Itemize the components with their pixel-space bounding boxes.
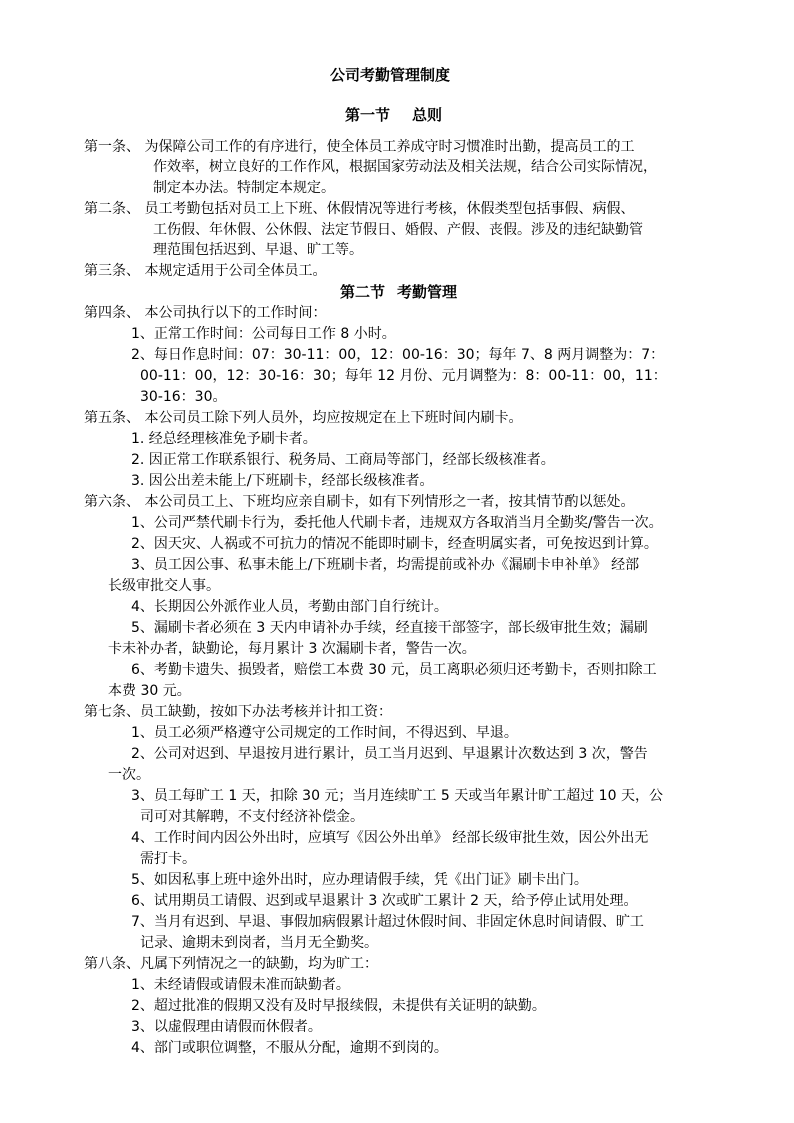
section-name: 总则 [412, 106, 443, 124]
article-6-item-5-cont: 卡未补办者，缺勤论，每月累计 3 次漏刷卡者，警告一次。 [108, 641, 476, 657]
article-5-line-1: 第五条、 本公司员工除下列人员外，均应按规定在上下班时间内刷卡。 [84, 410, 523, 426]
article-5-item-3: 3. 因公出差未能上/下班刷卡，经部长级核准者。 [131, 473, 434, 489]
article-2-line-2: 工伤假、年休假、公休假、法定节假日、婚假、产假、丧假。涉及的违纪缺勤管 [153, 222, 643, 238]
article-8-item-1: 1、未经请假或请假未准而缺勤者。 [131, 977, 350, 993]
section-number: 第二节 [340, 283, 386, 301]
article-4-item-2: 2、每日作息时间：07：30-11：00，12：00-16：30；每年 7、8 两月调整为：7： [131, 347, 665, 363]
article-7-item-4-cont: 需打卡。 [140, 851, 196, 867]
article-5-item-2: 2. 因正常工作联系银行、税务局、工商局等部门，经部长级核准者。 [131, 452, 555, 468]
article-4-item-1: 1、正常工作时间：公司每日工作 8 小时。 [131, 326, 396, 342]
article-8-item-3: 3、以虚假理由请假而休假者。 [131, 1019, 322, 1035]
article-1-line-1: 第一条、 为保障公司工作的有序进行，使全体员工养成守时习惯准时出勤，提高员工的工 [84, 139, 635, 155]
article-7-item-4: 4、工作时间内因公外出时，应填写《因公外出单》 经部长级审批生效，因公外出无 [131, 830, 649, 846]
article-2-line-1: 第二条、 员工考勤包括对员工上下班、休假情况等进行考核，休假类型包括事假、病假、 [84, 201, 635, 217]
article-6-item-3: 3、员工因公事、私事未能上/下班刷卡者，均需提前或补办《漏刷卡申补单》 经部 [131, 557, 640, 573]
article-1-line-3: 制定本办法。特制定本规定。 [153, 180, 335, 196]
article-3-line-1: 第三条、 本规定适用于公司全体员工。 [84, 263, 327, 279]
article-7-item-3-cont: 司可对其解聘，不支付经济补偿金。 [140, 809, 364, 825]
article-7-item-5: 5、如因私事上班中途外出时，应办理请假手续，凭《出门证》刷卡出门。 [131, 872, 588, 888]
section-heading-2 [340, 283, 457, 303]
article-6-item-1: 1、公司严禁代刷卡行为，委托他人代刷卡者，违规双方各取消当月全勤奖/警告一次。 [131, 515, 663, 531]
article-7-line-1: 第七条、员工缺勤，按如下办法考核并计扣工资： [84, 704, 392, 720]
article-8-item-2: 2、超过批准的假期又没有及时早报续假，未提供有关证明的缺勤。 [131, 998, 546, 1014]
section-number: 第一节 [345, 106, 391, 124]
article-7-item-1: 1、员工必须严格遵守公司规定的工作时间，不得迟到、早退。 [131, 725, 518, 741]
article-8-item-4: 4、部门或职位调整，不服从分配，逾期不到岗的。 [131, 1040, 448, 1056]
article-6-item-3-cont: 长级审批交人事。 [108, 578, 220, 594]
section-heading-1 [345, 106, 442, 126]
article-7-item-7-cont: 记录、逾期未到岗者，当月无全勤奖。 [140, 935, 378, 951]
article-7-item-6: 6、试用期员工请假、迟到或早退累计 3 次或旷工累计 2 天，给予停止试用处理。 [131, 893, 638, 909]
article-2-line-3: 理范围包括迟到、早退、旷工等。 [153, 242, 363, 258]
article-4-line-1: 第四条、 本公司执行以下的工作时间： [84, 305, 327, 321]
article-4-item-2-cont-2: 30-16：30。 [140, 389, 227, 405]
article-6-item-6-cont: 本费 30 元。 [108, 683, 191, 699]
article-4-item-2-cont-1: 00-11：00，12：30-16：30；每年 12 月份、元月调整为：8：00-11：00，11： [140, 368, 667, 384]
article-7-item-2: 2、公司对迟到、早退按月进行累计，员工当月迟到、早退累计次数达到 3 次，警告 [131, 746, 648, 762]
article-6-line-1: 第六条、 本公司员工上、下班均应亲自刷卡，如有下列情形之一者，按其情节酌以惩处。 [84, 494, 635, 510]
article-5-item-1: 1. 经总经理核准免予刷卡者。 [131, 431, 317, 447]
article-1-line-2: 作效率，树立良好的工作作风，根据国家劳动法及相关法规，结合公司实际情况， [153, 159, 657, 175]
article-6-item-4: 4、长期因公外派作业人员，考勤由部门自行统计。 [131, 599, 448, 615]
document-title: 公司考勤管理制度 [330, 66, 451, 84]
section-name: 考勤管理 [397, 283, 458, 301]
article-6-item-5: 5、漏刷卡者必须在 3 天内申请补办手续，经直接干部签字，部长级审批生效；漏刷 [131, 620, 648, 636]
article-6-item-6: 6、考勤卡遗失、损毁者，赔偿工本费 30 元，员工离职必须归还考勤卡，否则扣除工 [131, 662, 657, 678]
article-8-line-1: 第八条、凡属下列情况之一的缺勤，均为旷工： [84, 956, 378, 972]
article-6-item-2: 2、因天灾、人祸或不可抗力的情况不能即时刷卡，经查明属实者，可免按迟到计算。 [131, 536, 658, 552]
article-7-item-2-cont: 一次。 [108, 767, 150, 783]
article-7-item-3: 3、员工每旷工 1 天，扣除 30 元；当月连续旷工 5 天或当年累计旷工超过 10 天，公 [131, 788, 663, 804]
article-7-item-7: 7、当月有迟到、早退、事假加病假累计超过休假时间、非固定休息时间请假、旷工 [131, 914, 644, 930]
